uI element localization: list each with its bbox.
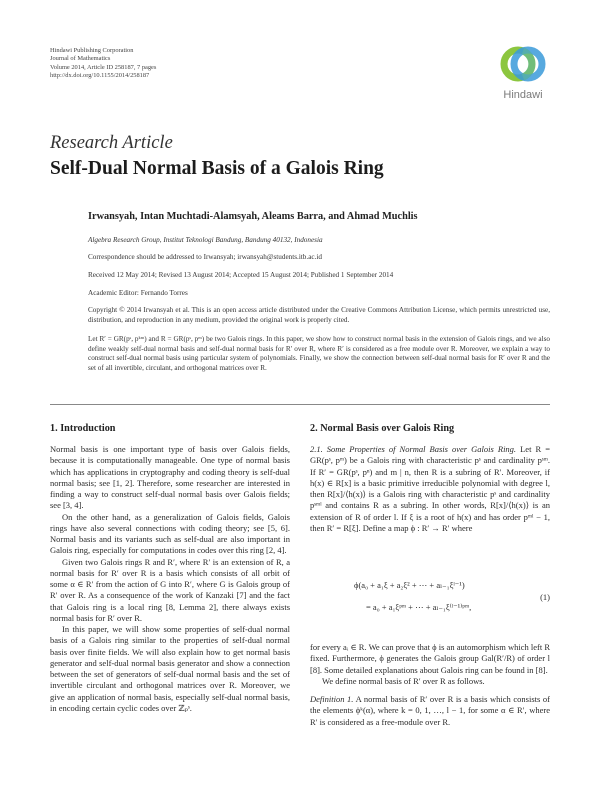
section2-paragraph: We define normal basis of R′ over R as follows. (322, 675, 485, 686)
article-type: Research Article (50, 133, 173, 153)
introduction-body (50, 444, 290, 714)
hindawi-logo (497, 40, 549, 104)
intro-paragraph: Normal basis is one important type of basis over Galois fields, because it is computationally manageable. One type of normal basis which has applications in cryptography and coding theory is self-dual normal basis; see [1, 2]. Therefore, some researcher are interested in finding a way to construct self-dual normal basis over Galois fields; see [3, 4]. (50, 444, 290, 511)
section2-intro (310, 444, 550, 534)
doi-link[interactable]: http://dx.doi.org/10.1155/2014/258187 (50, 71, 150, 79)
article-title: Self-Dual Normal Basis of a Galois Ring (50, 158, 384, 179)
publisher-name: Hindawi Publishing Corporation (50, 47, 134, 54)
definition-text: A normal basis of R′ over R is a basis which consists of the elements ϕᵏ(α), where k = 0, 1, …, l − 1, for some α ∈ R′, where R′ is considered as a free-module over R. (310, 694, 550, 727)
section-heading-normal-basis: 2. Normal Basis over Galois Ring (310, 423, 455, 434)
section-heading-introduction: 1. Introduction (50, 423, 116, 434)
section2-body (310, 642, 550, 728)
intro-paragraph: In this paper, we will show some properties of self-dual normal basis of a Galois ring similar to the properties of self-dual normal basis over finite fields. We will also explain how to get normal basis generator and self-dual normal basis generator and show a connection between the set of generators of self-dual normal basis and the set of invertible circulant and orthogonal matrices over R. Moreover, we give an application of normal basis, especially self-dual normal basis, in encoding certain cyclic codes over ℤₚˢ. (50, 624, 290, 713)
section2-paragraph: Let R = GR(pˢ, pᵐ) be a Galois ring with characteristic pˢ and cardinality pˢᵐ. If R′ = GR(pˢ, pⁿ) and m | n, then R is a subring of R′. Moreover, if h(x) ∈ R[x] is a basic primitive irreducible polynomial with degree l, then R[x]/⟨h(x)⟩ is a Galois ring with characteristic pˢ and cardinality pˢᵐˡ and contains R as a subring. In other words, R[x]/⟨h(x)⟩ is an extension of R of order l. If ξ is a root of h(x) and has order pᵐˡ − 1, then R′ = R[ξ]. Define a map ϕ : R′ → R′ where (310, 444, 550, 533)
equation-1 (332, 578, 550, 628)
abstract: Let R′ = GR(pˢ, pᵏᵐ) and R = GR(pˢ, pᵐ) be two Galois rings. In this paper, we show how to construct normal basis in the extension of Galois rings, and we also define weakly self-dual normal basis and self-dual normal basis for R′ over R, where R′ is considered as a free module over R. Moreover, we explain a way to construct self-dual normal basis using particular system of polynomials. Finally, we show the connection between self-dual normal basis for R′ over R and the set of all invertible, circulant, and orthogonal matrices over R. (88, 335, 550, 372)
equation-line: = a₀ + a₁ξᵖᵐ + ⋯ + aₗ₋₁ξ⁽ˡ⁻¹⁾ᵖᵐ, (366, 602, 472, 612)
journal-header (50, 47, 156, 80)
equation-number: (1) (540, 592, 550, 602)
logo-text: Hindawi (503, 89, 543, 101)
affiliation: Algebra Research Group, Institut Teknologi Bandung, Bandung 40132, Indonesia (88, 236, 323, 244)
equation-line: ϕ(a₀ + a₁ξ + a₂ξ² + ⋯ + aₗ₋₁ξˡ⁻¹) (354, 580, 465, 590)
definition-label: Definition 1. (310, 694, 354, 704)
correspondence: Correspondence should be addressed to Irwansyah; irwansyah@students.itb.ac.id (88, 253, 322, 261)
hindawi-logo-icon (497, 40, 549, 88)
author-list: Irwansyah, Intan Muchtadi-Alamsyah, Aleams Barra, and Ahmad Muchlis (88, 211, 418, 222)
divider (50, 404, 550, 405)
publication-dates: Received 12 May 2014; Revised 13 August 2014; Accepted 15 August 2014; Published 1 September 2014 (88, 271, 394, 279)
copyright-notice: Copyright © 2014 Irwansyah et al. This is an open access article distributed under the Creative Commons Attribution License, which permits unrestricted use, distribution, and reproduction in any medium, provided the original work is properly cited. (88, 306, 550, 324)
subsection-heading: 2.1. Some Properties of Normal Basis over Galois Ring. (310, 444, 517, 454)
section2-paragraph: for every aᵢ ∈ R. We can prove that ϕ is an automorphism which left R fixed. Furthermore, ϕ generates the Galois group Gal(R′/R) of order l [8]. Some detailed explanations about Galois ring can be found in [8]. (310, 642, 550, 675)
journal-name: Journal of Mathematics (50, 55, 111, 63)
volume-info: Volume 2014, Article ID 258187, 7 pages (50, 63, 157, 71)
intro-paragraph: On the other hand, as a generalization of Galois fields, Galois rings have also several connections with coding theory; see [5, 6]. Normal basis and its variants such as self-dual are also important in Galois ring, especially for computations in codes over this ring [2, 4]. (50, 511, 290, 556)
intro-paragraph: Given two Galois rings R and R′, where R′ is an extension of R, a normal basis for R′ over R is a basis which consists of all orbit of some α ∈ R′ from the action of G into R′, where G is Galois group of R′ over R. As a consequence of the work of Kanzaki [7] and the fact that Galois ring is a local ring [8, Lemma 2], there always exists normal basis for R′ over R. (50, 556, 290, 623)
academic-editor: Academic Editor: Fernando Torres (88, 289, 188, 297)
